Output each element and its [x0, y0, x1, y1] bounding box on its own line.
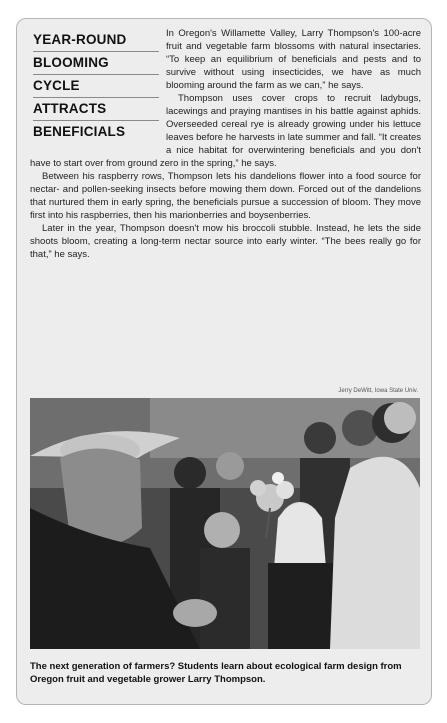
article-paragraph-1: In Oregon's Willamette Valley, Larry Thompson's 100-acre fruit and vegetable farm blossoms with natural insectaries. “To keep an equilibrium of beneficials and pests and to survive without using insecticides, we have as much blooming around the farm as we can,” he says.: [166, 28, 421, 91]
article-paragraph-4: Later in the year, Thompson doesn't mow his broccoli stubble. Instead, he lets the side shoots bloom, creating a long-term nectar source into early winter. “The bees really go for that,” he says.: [30, 223, 421, 260]
title-line-3: CYCLE: [33, 75, 159, 98]
article-paragraph-2: Thompson uses cover crops to recruit ladybugs, lacewings and praying mantises in his battle against aphids. Overseeded cereal rye is already growing under his lettuce leaves before he harvests in late summer and fall. “It creates a nice habitat for overwintering beneficials and you don't have to start over from ground zero in the spring,” he says.: [30, 93, 421, 169]
sidebar-panel: [16, 18, 432, 705]
photo-caption: The next generation of farmers? Students learn about ecological farm design from Oregon fruit and vegetable grower Larry Thompson.: [30, 661, 402, 685]
article-paragraph-3: Between his raspberry rows, Thompson lets his dandelions flower into a food source for nectar- and pollen-seeking insects before mowing them down. Forced out of the dandelions that nurtured them in early spring, the beneficials pursue a succession of bloom. They move first into his raspberries, then his marionberries and boysenberries.: [30, 171, 421, 221]
title-line-4: ATTRACTS: [33, 98, 159, 121]
photo-credit: Jerry DeWitt, Iowa State Univ.: [338, 388, 418, 394]
title-line-2: BLOOMING: [33, 52, 159, 75]
farm-photo: [30, 398, 420, 649]
title-line-5: BENEFICIALS: [33, 124, 126, 139]
sidebar-title: [33, 29, 159, 143]
title-line-1: YEAR-ROUND: [33, 29, 159, 52]
